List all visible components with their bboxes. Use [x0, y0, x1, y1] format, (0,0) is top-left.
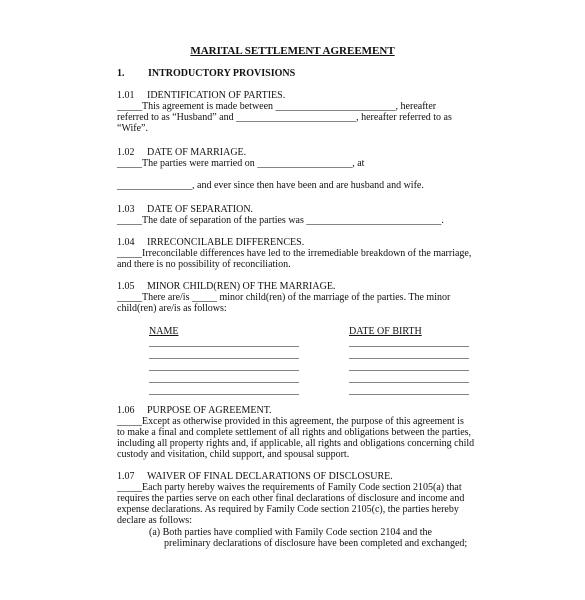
clause-1-07-item-a-line-2: preliminary declarations of disclosure have been completed and exchanged; — [164, 538, 468, 549]
child-dob-blank: ________________________ — [349, 361, 469, 372]
clause-title: IDENTIFICATION OF PARTIES. — [147, 90, 286, 101]
clause-title: MINOR CHILD(REN) OF THE MARRIAGE. — [147, 281, 336, 292]
clause-1-03-line-1: _____The date of separation of the parties was ___________________________. — [117, 215, 444, 226]
section-title: INTRODUCTORY PROVISIONS — [148, 68, 296, 79]
clause-number: 1.01 — [117, 90, 135, 101]
clause-1-07-line-3: expense declarations. As required by Family Code section 2105(c), the parties hereby — [117, 504, 459, 515]
clause-1-05-line-1: _____There are/is _____ minor child(ren) of the marriage of the parties. The minor — [117, 292, 451, 303]
clause-title: DATE OF MARRIAGE. — [147, 147, 247, 158]
child-dob-blank: ________________________ — [349, 385, 469, 396]
child-name-blank: ______________________________ — [149, 349, 299, 360]
child-name-blank: ______________________________ — [149, 361, 299, 372]
clause-1-06-line-3: including all property rights and, if applicable, all rights and obligations concerning child — [117, 438, 475, 449]
clause-number: 1.07 — [117, 471, 135, 482]
clause-1-01-line-3: “Wife”. — [117, 123, 148, 134]
clause-1-07-line-4: declare as follows: — [117, 515, 192, 526]
clause-1-02-line-1: _____The parties were married on ___________________, at — [117, 158, 365, 169]
clause-1-06-line-1: _____Except as otherwise provided in this agreement, the purpose of this agreement is — [117, 416, 464, 427]
section-number: 1. — [117, 68, 125, 79]
clause-1-07-line-1: _____Each party hereby waives the requirements of Family Code section 2105(a) that — [117, 482, 462, 493]
child-dob-blank: ________________________ — [349, 349, 469, 360]
child-name-blank: ______________________________ — [149, 373, 299, 384]
clause-title: PURPOSE OF AGREEMENT. — [147, 405, 272, 416]
clause-1-07-item-a-line-1: (a) Both parties have complied with Family Code section 2104 and the — [149, 527, 432, 538]
child-dob-blank: ________________________ — [349, 337, 469, 348]
clause-1-05-line-2: child(ren) are/is as follows: — [117, 303, 227, 314]
clause-1-06-line-4: custody and visitation, child support, and spousal support. — [117, 449, 350, 460]
child-name-blank: ______________________________ — [149, 385, 299, 396]
clause-1-04-line-1: _____Irreconcilable differences have led to the irremediable breakdown of the marriage, — [117, 248, 472, 259]
clause-number: 1.03 — [117, 204, 135, 215]
clause-title: DATE OF SEPARATION. — [147, 204, 254, 215]
clause-number: 1.02 — [117, 147, 135, 158]
clause-number: 1.04 — [117, 237, 135, 248]
clause-title: WAIVER OF FINAL DECLARATIONS OF DISCLOSURE. — [147, 471, 393, 482]
children-name-column-header: NAME — [149, 326, 179, 337]
clause-1-02-line-2: _______________, and ever since then have been and are husband and wife. — [117, 180, 424, 191]
children-dob-column-header: DATE OF BIRTH — [349, 326, 422, 337]
child-dob-blank: ________________________ — [349, 373, 469, 384]
clause-1-01-line-1: _____This agreement is made between ________________________, hereafter — [117, 101, 437, 112]
document-title: MARITAL SETTLEMENT AGREEMENT — [190, 45, 395, 57]
clause-number: 1.06 — [117, 405, 135, 416]
clause-title: IRRECONCILABLE DIFFERENCES. — [147, 237, 305, 248]
clause-1-07-line-2: requires the parties serve on each other final declarations of disclosure and income and — [117, 493, 465, 504]
section-1-heading — [117, 68, 295, 80]
clause-number: 1.05 — [117, 281, 135, 292]
clause-1-06-line-2: to make a final and complete settlement of all rights and obligations between the parties, — [117, 427, 472, 438]
clause-1-04-line-2: and there is no possibility of reconciliation. — [117, 259, 291, 270]
child-name-blank: ______________________________ — [149, 337, 299, 348]
clause-1-01-line-2: referred to as “Husband” and ________________________, hereafter referred to as — [117, 112, 452, 123]
